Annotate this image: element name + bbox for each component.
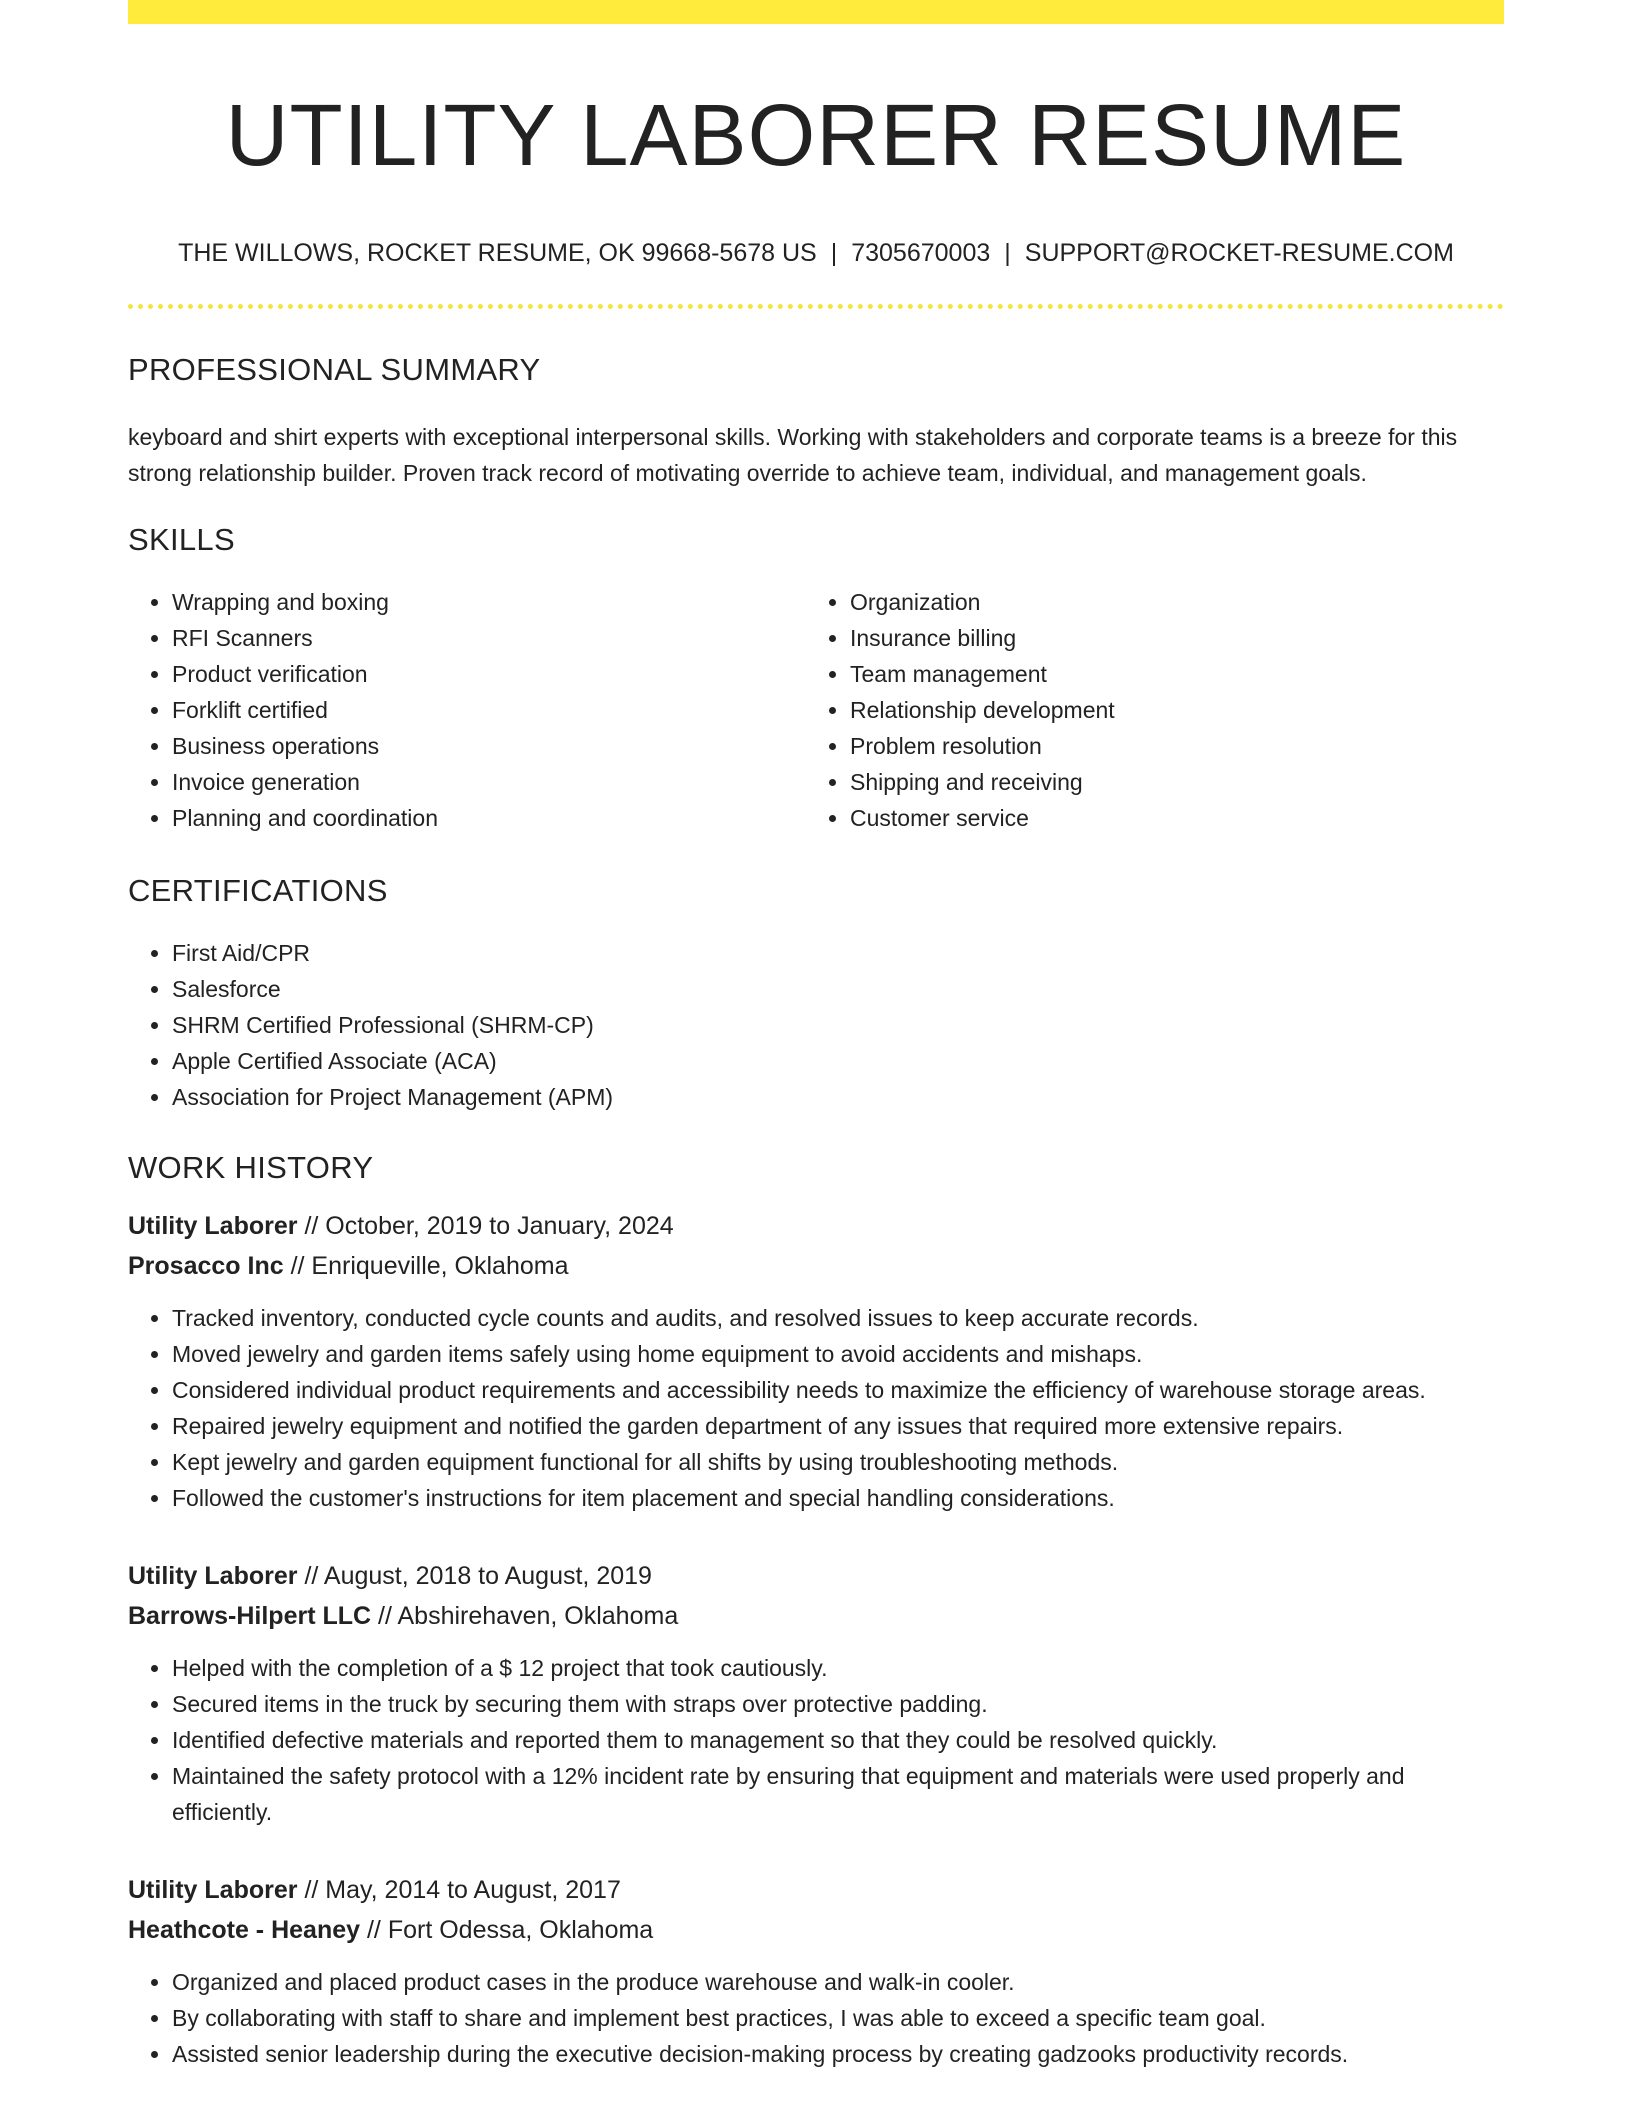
job-bullet: • Moved jewelry and garden items safely using home equipment to avoid accidents and mishaps.	[172, 1336, 1504, 1372]
job-entry	[128, 1206, 1504, 1516]
job-bullet: • By collaborating with staff to share and implement best practices, I was able to exceed a specific team goal.	[172, 2000, 1504, 2036]
skill-item: • RFI Scanners	[172, 620, 806, 656]
job-dates: // May, 2014 to August, 2017	[304, 1876, 621, 1905]
certifications-list	[128, 935, 1504, 1115]
skill-item: • Wrapping and boxing	[172, 584, 806, 620]
job-bullet: • Organized and placed product cases in the produce warehouse and walk-in cooler.	[172, 1964, 1504, 2000]
job-title-line	[128, 1870, 1504, 1910]
job-bullet: • Maintained the safety protocol with a 12% incident rate by ensuring that equipment and materials were used properly and efficiently.	[172, 1758, 1504, 1830]
skills-columns	[128, 584, 1504, 836]
skill-item: • Product verification	[172, 656, 806, 692]
certification-item: • SHRM Certified Professional (SHRM-CP)	[172, 1007, 1504, 1043]
job-bullet: • Repaired jewelry equipment and notified the garden department of any issues that required more extensive repairs.	[172, 1408, 1504, 1444]
skill-item: • Business operations	[172, 728, 806, 764]
job-location: // Fort Odessa, Oklahoma	[366, 1916, 654, 1945]
job-company-line	[128, 1596, 1504, 1636]
job-entry	[128, 1556, 1504, 1830]
skill-item: • Planning and coordination	[172, 800, 806, 836]
job-company: Barrows-Hilpert LLC	[128, 1602, 372, 1631]
job-company-line	[128, 1910, 1504, 1950]
section-divider	[128, 304, 1504, 309]
skills-column-right	[806, 584, 1484, 836]
job-location: // Enriqueville, Oklahoma	[290, 1252, 569, 1281]
skills-list-left	[128, 584, 806, 836]
job-title: Utility Laborer	[128, 1212, 298, 1241]
certification-item: • First Aid/CPR	[172, 935, 1504, 971]
job-bullet: • Kept jewelry and garden equipment functional for all shifts by using troubleshooting methods.	[172, 1444, 1504, 1480]
resume-title: UTILITY LABORER RESUME	[225, 87, 1407, 184]
skills-column-left	[128, 584, 806, 836]
contact-separator: |	[830, 239, 838, 268]
contact-email: SUPPORT@ROCKET-RESUME.COM	[1024, 239, 1454, 268]
job-bullet: • Followed the customer's instructions for item placement and special handling considerations.	[172, 1480, 1504, 1516]
contact-address: THE WILLOWS, ROCKET RESUME, OK 99668-5678 US	[178, 239, 817, 268]
job-title: Utility Laborer	[128, 1562, 298, 1591]
job-bullet: • Considered individual product requirements and accessibility needs to maximize the efficiency of warehouse storage areas.	[172, 1372, 1504, 1408]
job-dates: // August, 2018 to August, 2019	[304, 1562, 652, 1591]
job-company: Prosacco Inc	[128, 1252, 284, 1281]
job-dates: // October, 2019 to January, 2024	[304, 1212, 674, 1241]
summary-text: keyboard and shirt experts with exceptional interpersonal skills. Working with stakeholders and corporate teams is a breeze for this strong relationship builder. Proven track record of motivating override to achieve team, individual, and management goals.	[128, 423, 1458, 486]
job-title-line	[128, 1556, 1504, 1596]
contact-phone: 7305670003	[851, 239, 991, 268]
job-bullet: • Assisted senior leadership during the executive decision-making process by creating gadzooks productivity records.	[172, 2036, 1504, 2072]
job-bullet: • Helped with the completion of a $ 12 project that took cautiously.	[172, 1650, 1504, 1686]
job-bullets	[128, 1650, 1504, 1830]
job-title: Utility Laborer	[128, 1876, 298, 1905]
accent-top-bar	[128, 0, 1504, 24]
job-bullet: • Identified defective materials and reported them to management so that they could be resolved quickly.	[172, 1722, 1504, 1758]
skill-item: • Customer service	[850, 800, 1484, 836]
job-company-line	[128, 1246, 1504, 1286]
skills-heading: SKILLS	[128, 521, 235, 557]
job-bullets	[128, 1964, 1504, 2072]
summary-heading: PROFESSIONAL SUMMARY	[128, 352, 541, 388]
job-title-line	[128, 1206, 1504, 1246]
skill-item: • Forklift certified	[172, 692, 806, 728]
job-bullets	[128, 1300, 1504, 1516]
certifications-heading: CERTIFICATIONS	[128, 872, 388, 908]
resume-page	[128, 0, 1504, 2112]
skill-item: • Organization	[850, 584, 1484, 620]
contact-line	[128, 238, 1504, 268]
certification-item: • Apple Certified Associate (ACA)	[172, 1043, 1504, 1079]
skill-item: • Insurance billing	[850, 620, 1484, 656]
skill-item: • Problem resolution	[850, 728, 1484, 764]
certification-item: • Association for Project Management (APM)	[172, 1079, 1504, 1115]
job-bullet: • Tracked inventory, conducted cycle counts and audits, and resolved issues to keep accurate records.	[172, 1300, 1504, 1336]
job-entry	[128, 1870, 1504, 2072]
contact-separator: |	[1004, 239, 1011, 268]
skill-item: • Invoice generation	[172, 764, 806, 800]
job-location: // Abshirehaven, Oklahoma	[378, 1602, 679, 1631]
work-history-heading: WORK HISTORY	[128, 1149, 374, 1185]
job-company: Heathcote - Heaney	[128, 1916, 361, 1945]
certification-item: • Salesforce	[172, 971, 1504, 1007]
job-bullet: • Secured items in the truck by securing them with straps over protective padding.	[172, 1686, 1504, 1722]
skill-item: • Shipping and receiving	[850, 764, 1484, 800]
skill-item: • Team management	[850, 656, 1484, 692]
skills-list-right	[806, 584, 1484, 836]
skill-item: • Relationship development	[850, 692, 1484, 728]
